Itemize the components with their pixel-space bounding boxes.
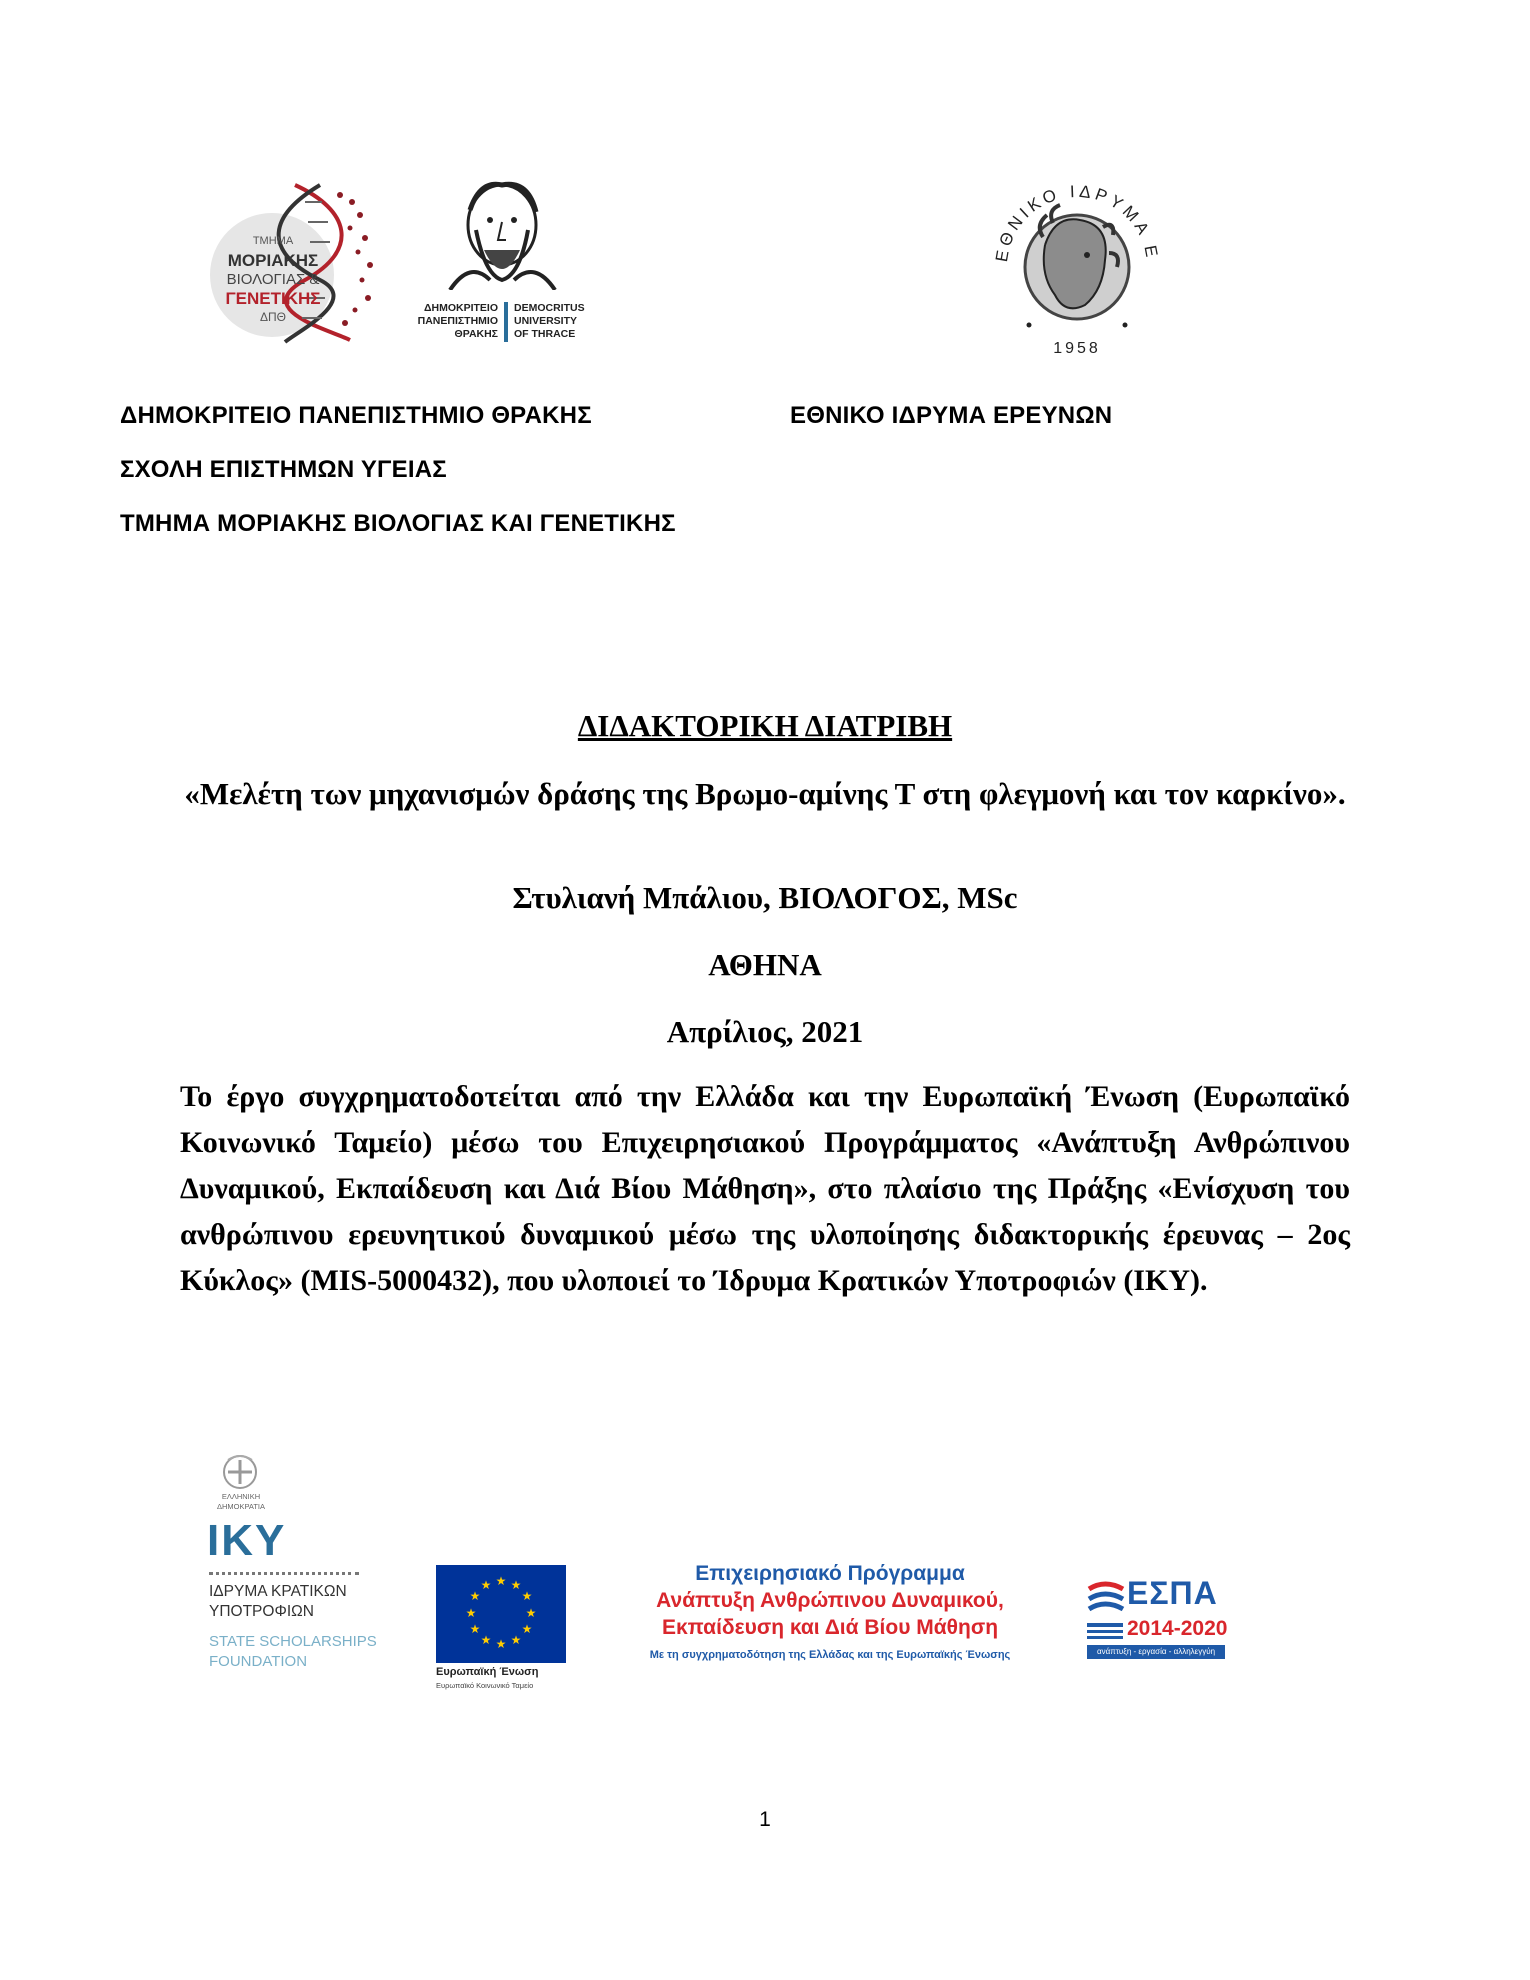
espa-tagline: ανάπτυξη - εργασία - αλληλεγγύη bbox=[1087, 1645, 1225, 1659]
mbg-logo-line: ΓΕΝΕΤΙΚΗΣ bbox=[225, 289, 321, 308]
duth-greek-line: ΠΑΝΕΠΙΣΤΗΜΙΟ bbox=[417, 315, 498, 327]
greece-flag-icon bbox=[1087, 1623, 1123, 1639]
democritus-portrait-icon bbox=[410, 180, 595, 290]
nhrf-ring-text: ΕΘΝΙΚΟ ΙΔΡΥΜΑ Ε bbox=[991, 181, 1162, 264]
iky-logo bbox=[205, 1452, 405, 1702]
foundation-name: ΕΘΝΙΚΟ ΙΔΡΥΜΑ ΕΡΕΥΝΩΝ bbox=[790, 402, 1113, 429]
svg-text:★: ★ bbox=[510, 1578, 522, 1592]
duth-greek-line: ΔΗΜΟΚΡΙΤΕΙΟ bbox=[423, 302, 498, 314]
democritus-university-logo bbox=[410, 180, 595, 345]
svg-text:★: ★ bbox=[521, 1589, 533, 1603]
espa-period: 2014-2020 bbox=[1127, 1617, 1228, 1640]
date: Απρίλιος, 2021 bbox=[666, 1014, 864, 1049]
national-hellenic-research-foundation-logo bbox=[985, 175, 1170, 360]
nhrf-year: 1958 bbox=[1053, 340, 1101, 357]
espa-name: ΕΣΠΑ bbox=[1127, 1575, 1218, 1611]
iky-greek-line: ΥΠΟΤΡΟΦΙΩΝ bbox=[209, 1603, 314, 1620]
duth-greek-line: ΘΡΑΚΗΣ bbox=[454, 328, 498, 340]
svg-text:★: ★ bbox=[469, 1622, 481, 1636]
city: ΑΘΗΝΑ bbox=[708, 947, 822, 982]
author: Στυλιανή Μπάλιου, ΒΙΟΛΟΓΟΣ, MSc bbox=[512, 880, 1018, 915]
svg-text:★: ★ bbox=[525, 1606, 537, 1620]
op-line3: Εκπαίδευση και Διά Βίου Μάθηση bbox=[661, 1616, 999, 1639]
funding-statement: Το έργο συγχρηματοδοτείται από την Ελλάδα και την Ευρωπαϊκή Ένωση (Ευρωπαϊκό Κοινωνικό Ταμείο) μέσω του Επιχειρησιακού Προγράμματος «Ανάπτυξη Ανθρώπινου Δυναμικού, Εκπαίδευση και Διά Βίου Μάθηση», στο πλαίσιο της Πράξης «Ενίσχυση του ανθρώπινου ερευνητικού δυναμικού μέσω της υλοποίησης διδακτορικής έρευνας – 2ος Κύκλος» (MIS-5000432), που υλοποιεί το Ίδρυμα Κρατικών Υποτροφιών (ΙΚΥ). bbox=[180, 1080, 1350, 1297]
duth-english-line: DEMOCRITUS bbox=[514, 302, 585, 314]
mbg-logo-line: ΜΟΡΙΑΚΗΣ bbox=[227, 251, 319, 270]
university-name: ΔΗΜΟΚΡΙΤΕΙΟ ΠΑΝΕΠΙΣΤΗΜΙΟ ΘΡΑΚΗΣ bbox=[120, 402, 592, 429]
iky-english-line: FOUNDATION bbox=[209, 1653, 308, 1670]
svg-text:★: ★ bbox=[495, 1637, 507, 1651]
svg-text:★: ★ bbox=[480, 1633, 492, 1647]
molecular-biology-genetics-logo bbox=[210, 180, 390, 345]
page-number: 1 bbox=[759, 1808, 771, 1831]
department-name: ΤΜΗΜΑ ΜΟΡΙΑΚΗΣ ΒΙΟΛΟΓΙΑΣ ΚΑΙ ΓΕΝΕΤΙΚΗΣ bbox=[120, 510, 676, 537]
svg-text:★: ★ bbox=[510, 1633, 522, 1647]
european-union-logo bbox=[436, 1565, 571, 1690]
duth-english-line: UNIVERSITY bbox=[514, 315, 578, 327]
iky-acronym: ΙΚΥ bbox=[207, 1516, 287, 1565]
iky-english-line: STATE SCHOLARSHIPS bbox=[209, 1633, 377, 1650]
iky-country-line: ΔΗΜΟΚΡΑΤΙΑ bbox=[216, 1502, 266, 1511]
op-line2: Ανάπτυξη Ανθρώπινου Δυναμικού, bbox=[656, 1589, 1004, 1612]
op-line4: Με τη συγχρηματοδότηση της Ελλάδας και της Ευρωπαϊκής Ένωσης bbox=[649, 1649, 1011, 1661]
iky-dotted-rule bbox=[209, 1572, 359, 1575]
svg-text:★: ★ bbox=[480, 1578, 492, 1592]
greek-emblem-icon bbox=[220, 1452, 260, 1492]
school-name: ΣΧΟΛΗ ΕΠΙΣΤΗΜΩΝ ΥΓΕΙΑΣ bbox=[120, 456, 447, 483]
operational-programme-logo bbox=[600, 1560, 1060, 1685]
op-line1: Επιχειρησιακό Πρόγραμμα bbox=[695, 1562, 965, 1585]
thesis-title: «Μελέτη των μηχανισμών δράσης της Βρωμο-αμίνης Τ στη φλεγμονή και τον καρκίνο». bbox=[184, 776, 1346, 811]
document-type: ΔΙΔΑΚΤΟΡΙΚΗ ΔΙΑΤΡΙΒΗ bbox=[577, 708, 953, 743]
duth-english-line: OF THRACE bbox=[514, 328, 576, 340]
svg-text:★: ★ bbox=[495, 1574, 507, 1588]
svg-text:★: ★ bbox=[521, 1622, 533, 1636]
mbg-logo-line: ΒΙΟΛΟΓΙΑΣ & bbox=[226, 271, 320, 288]
svg-text:★: ★ bbox=[465, 1606, 477, 1620]
mbg-logo-line: ΔΠΘ bbox=[259, 310, 286, 324]
coin-head-seal-icon bbox=[985, 175, 1170, 360]
eu-flag-icon bbox=[436, 1565, 566, 1663]
espa-waves-icon bbox=[1085, 1579, 1127, 1619]
svg-text:★: ★ bbox=[469, 1589, 481, 1603]
eu-name: Ευρωπαϊκή Ένωση bbox=[436, 1666, 539, 1678]
iky-greek-line: ΙΔΡΥΜΑ ΚΡΑΤΙΚΩΝ bbox=[209, 1583, 347, 1600]
duth-divider bbox=[504, 302, 508, 342]
mbg-logo-line: ΤΜΗΜΑ bbox=[252, 235, 294, 247]
espa-logo bbox=[1085, 1575, 1235, 1675]
iky-country-line: ΕΛΛΗΝΙΚΗ bbox=[221, 1492, 261, 1501]
eu-fund: Ευρωπαϊκό Κοινωνικό Ταμείο bbox=[436, 1681, 534, 1690]
